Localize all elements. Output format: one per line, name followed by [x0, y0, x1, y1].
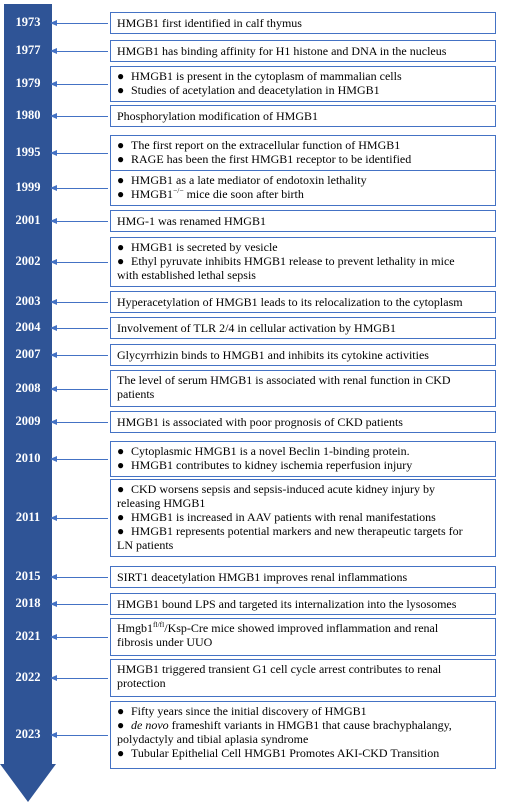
event-text: Cytoplasmic HMGB1 is a novel Beclin 1-binding protein.: [131, 444, 410, 458]
event-text: Hmgb1: [117, 621, 153, 635]
event-text-line: [117, 83, 489, 97]
timeline-year: 2002: [15, 254, 41, 268]
event-text-continuation: releasing HMGB1: [117, 496, 206, 510]
event-text-continuation: with established lethal sepsis: [117, 268, 256, 282]
event-text-line: [117, 254, 489, 268]
timeline-year: 1995: [15, 145, 41, 159]
event-text-line: [117, 44, 446, 58]
connector-arrow: [56, 678, 108, 679]
connector-arrow: [56, 422, 108, 423]
event-box: [110, 479, 496, 557]
event-text: The first report on the extracellular function of HMGB1: [131, 138, 401, 152]
event-text-line: [117, 704, 489, 718]
bullet-icon: ●: [117, 458, 125, 472]
event-text: Phosphorylation modification of HMGB1: [117, 109, 318, 123]
event-text-line: [117, 482, 489, 496]
connector-arrow: [56, 84, 108, 85]
event-text: /Ksp-Cre mice showed improved inflammation and renal: [164, 621, 439, 635]
event-content: [117, 621, 489, 649]
connector-arrow: [56, 735, 108, 736]
event-text: HMGB1 contributes to kidney ischemia reperfusion injury: [131, 458, 413, 472]
event-box: [110, 370, 496, 407]
event-text-italic: de novo: [131, 718, 169, 732]
bullet-icon: ●: [117, 254, 125, 268]
event-text: HMGB1 is associated with poor prognosis of CKD patients: [117, 415, 403, 429]
event-content: [117, 373, 489, 401]
bullet-icon: ●: [117, 482, 125, 496]
event-text-line: [117, 415, 403, 429]
timeline-year: 2011: [15, 510, 41, 524]
event-content: [117, 415, 403, 429]
event-box: [110, 170, 496, 206]
event-text: Involvement of TLR 2/4 in cellular activation by HMGB1: [117, 321, 397, 335]
timeline-year: 2010: [15, 451, 41, 465]
event-box: [110, 441, 496, 477]
event-content: [117, 109, 318, 123]
event-text: The level of serum HMGB1 is associated with renal function in CKD: [117, 373, 451, 387]
timeline-year: 2008: [15, 380, 41, 395]
event-box: [110, 659, 496, 697]
event-box: [110, 593, 496, 615]
event-content: [117, 138, 489, 166]
bullet-icon: ●: [117, 187, 125, 201]
connector-arrow: [56, 51, 108, 52]
event-box: [110, 701, 496, 769]
event-content: [117, 214, 266, 228]
timeline-year: 2001: [15, 213, 41, 227]
event-text: Ethyl pyruvate inhibits HMGB1 release to prevent lethality in mice: [131, 254, 455, 268]
event-text-continuation: patients: [117, 387, 155, 401]
event-content: [117, 295, 463, 309]
event-text-continuation: LN patients: [117, 538, 174, 552]
connector-arrow: [56, 302, 108, 303]
event-text-line: [117, 109, 318, 123]
bullet-icon: ●: [117, 444, 125, 458]
event-text: HMGB1 is increased in AAV patients with renal manifestations: [131, 510, 436, 524]
connector-arrow: [56, 328, 108, 329]
event-text: Glycyrrhizin binds to HMGB1 and inhibits its cytokine activities: [117, 348, 429, 362]
connector-arrow: [56, 116, 108, 117]
event-text-line: [117, 570, 407, 584]
event-content: [117, 173, 489, 201]
connector-arrow: [56, 355, 108, 356]
event-text: Tubular Epithelial Cell HMGB1 Promotes AKI-CKD Transition: [131, 746, 440, 760]
event-text: HMGB1 as a late mediator of endotoxin lethality: [131, 173, 367, 187]
event-text-line: [117, 510, 489, 524]
bullet-icon: ●: [117, 510, 125, 524]
event-text: HMGB1 is present in the cytoplasm of mammalian cells: [131, 69, 402, 83]
connector-arrow: [56, 188, 108, 189]
event-text: SIRT1 deacetylation HMGB1 improves renal inflammations: [117, 570, 408, 584]
event-box: [110, 618, 496, 656]
timeline-year: 1977: [15, 43, 41, 57]
event-text: Studies of acetylation and deacetylation in HMGB1: [131, 83, 380, 97]
timeline-year: 2018: [15, 596, 41, 610]
event-box: [110, 237, 496, 287]
connector-arrow: [56, 262, 108, 263]
timeline-year: 2003: [15, 294, 41, 308]
timeline-year: 2022: [15, 670, 41, 684]
event-content: [117, 597, 456, 611]
event-text: HMGB1 represents potential markers and new therapeutic targets for: [131, 524, 463, 538]
event-text-line: [117, 444, 489, 458]
event-text-line: [117, 348, 429, 362]
event-content: [117, 704, 489, 760]
event-text: HMGB1 bound LPS and targeted its internalization into the lysosomes: [117, 597, 457, 611]
connector-arrow: [56, 221, 108, 222]
connector-arrow: [56, 389, 108, 390]
bullet-icon: ●: [117, 152, 125, 166]
event-content: [117, 240, 489, 282]
event-content: [117, 321, 396, 335]
connector-arrow: [56, 604, 108, 605]
connector-arrow: [56, 23, 108, 24]
timeline-year: 1999: [15, 180, 41, 194]
event-text-line: [117, 718, 489, 732]
bullet-icon: ●: [117, 69, 125, 83]
bullet-icon: ●: [117, 718, 125, 732]
event-text-line: [117, 295, 463, 309]
connector-arrow: [56, 637, 108, 638]
event-text-line: [117, 662, 489, 676]
event-content: [117, 570, 407, 584]
event-box: [110, 135, 496, 171]
bullet-icon: ●: [117, 704, 125, 718]
event-content: [117, 662, 489, 690]
event-text-line: [117, 597, 456, 611]
event-text-line: [117, 746, 489, 760]
event-text-line: [117, 173, 489, 187]
event-text: frameshift variants in HMGB1 that cause brachyphalangy,: [168, 718, 452, 732]
connector-arrow: [56, 577, 108, 578]
timeline-year: 2023: [15, 727, 41, 741]
event-content: [117, 44, 446, 58]
timeline-arrow-head: [0, 764, 56, 802]
event-content: [117, 16, 302, 30]
event-content: [117, 444, 489, 472]
timeline-year: 2009: [15, 414, 41, 428]
event-text: HMGB1 triggered transient G1 cell cycle arrest contributes to renal: [117, 662, 442, 676]
event-content: [117, 69, 489, 97]
event-box: [110, 344, 496, 366]
event-text-line: [117, 16, 302, 30]
event-text-line: [117, 152, 489, 166]
event-box: [110, 411, 496, 433]
event-text-superscript: −/−: [173, 186, 184, 195]
event-text-line: [117, 214, 266, 228]
event-text-line: [117, 621, 489, 635]
event-text: Hyperacetylation of HMGB1 leads to its relocalization to the cytoplasm: [117, 295, 463, 309]
event-text: HMGB1 is secreted by vesicle: [131, 240, 278, 254]
event-text: HMGB1 has binding affinity for H1 histone and DNA in the nucleus: [117, 44, 447, 58]
timeline-year: 2007: [15, 347, 41, 361]
connector-arrow: [56, 459, 108, 460]
event-content: [117, 482, 489, 552]
timeline-year: 2021: [15, 629, 41, 643]
event-box: [110, 317, 496, 339]
event-text-line: [117, 69, 489, 83]
timeline-year: 2004: [15, 320, 41, 334]
event-text: HMGB1 first identified in calf thymus: [117, 16, 302, 30]
timeline-year: 2015: [15, 569, 41, 583]
event-box: [110, 291, 496, 313]
event-text-continuation: protection: [117, 676, 166, 690]
timeline-year: 1973: [15, 15, 41, 29]
event-text: HMGB1: [131, 187, 174, 201]
bullet-icon: ●: [117, 173, 125, 187]
event-text-line: [117, 524, 489, 538]
event-text: mice die soon after birth: [183, 187, 304, 201]
event-box: [110, 210, 496, 232]
event-text-line: [117, 321, 396, 335]
bullet-icon: ●: [117, 746, 125, 760]
timeline-year: 1980: [15, 108, 41, 122]
bullet-icon: ●: [117, 83, 125, 97]
bullet-icon: ●: [117, 524, 125, 538]
connector-arrow: [56, 518, 108, 519]
event-text: HMG-1 was renamed HMGB1: [117, 214, 266, 228]
event-text-line: [117, 373, 489, 387]
event-text: RAGE has been the first HMGB1 receptor to be identified: [131, 152, 412, 166]
event-box: [110, 66, 496, 102]
event-box: [110, 566, 496, 588]
event-text-line: [117, 187, 489, 201]
event-text-line: [117, 138, 489, 152]
event-text-continuation: fibrosis under UUO: [117, 635, 213, 649]
event-text-line: [117, 240, 489, 254]
event-text: CKD worsens sepsis and sepsis-induced acute kidney injury by: [131, 482, 435, 496]
event-text-line: [117, 458, 489, 472]
event-text-superscript: fl/fl: [153, 620, 165, 629]
event-box: [110, 12, 496, 34]
timeline-year: 1979: [15, 76, 41, 90]
connector-arrow: [56, 153, 108, 154]
event-box: [110, 40, 496, 62]
event-content: [117, 348, 429, 362]
event-box: [110, 105, 496, 127]
event-text-continuation: polydactyly and tibial aplasia syndrome: [117, 732, 309, 746]
bullet-icon: ●: [117, 240, 125, 254]
bullet-icon: ●: [117, 138, 125, 152]
event-text: Fifty years since the initial discovery of HMGB1: [131, 704, 367, 718]
